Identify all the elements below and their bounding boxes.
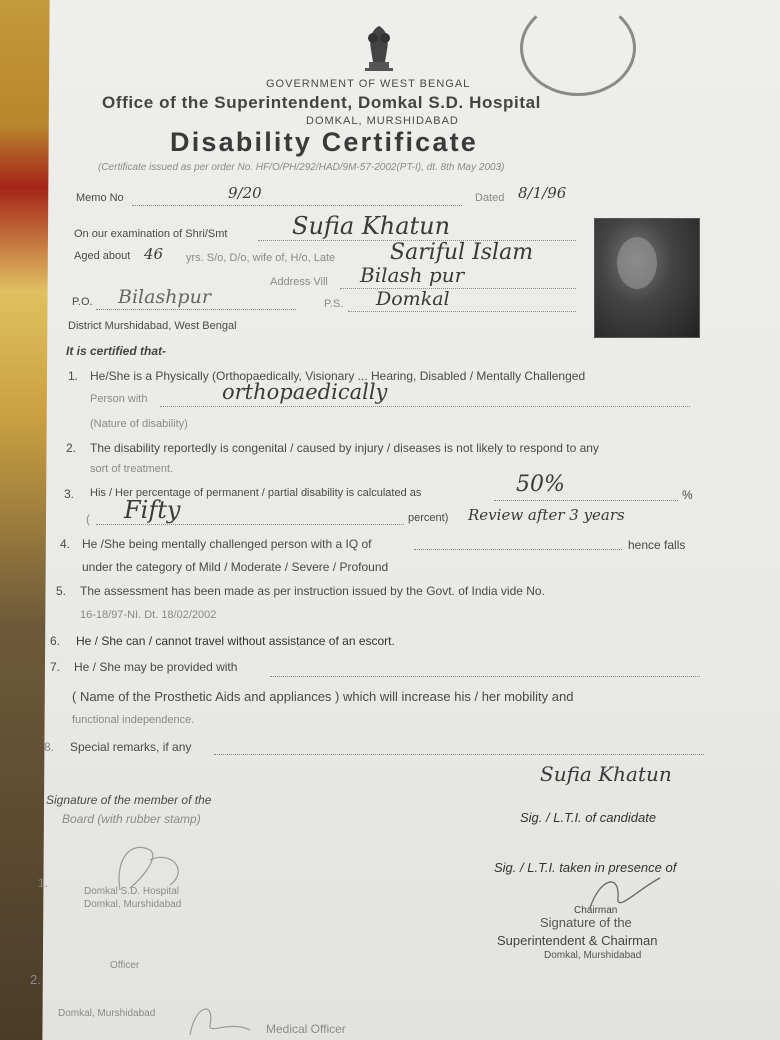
address-label: Address Vill bbox=[270, 276, 328, 288]
memo-line bbox=[132, 205, 462, 206]
item-2-text: The disability reportedly is congenital / caused by injury / diseases is not likely to respond to any bbox=[90, 441, 599, 455]
member-1-stamp-line1: Domkal S.D. Hospital bbox=[84, 886, 180, 897]
item-8-line bbox=[214, 754, 704, 755]
aged-label: Aged about bbox=[74, 250, 131, 262]
member-2-signature-mark bbox=[180, 990, 260, 1040]
candidate-photo bbox=[594, 218, 700, 338]
item-5-text: The assessment has been made as per instruction issued by the Govt. of India vide No. bbox=[80, 584, 545, 598]
item-3-review-note: Review after 3 years bbox=[468, 506, 625, 524]
item-3-percent-sign: % bbox=[682, 488, 693, 502]
item-7-text-cont: ( Name of the Prosthetic Aids and appliances ) which will increase his / her mobility and bbox=[72, 689, 574, 704]
item-7-text-end: functional independence. bbox=[72, 714, 195, 726]
member-2-stamp-line2: Domkal, Murshidabad bbox=[58, 1008, 156, 1019]
item-8-text: Special remarks, if any bbox=[70, 740, 192, 754]
member-1-number: 1. bbox=[38, 876, 49, 890]
item-1-person-with: Person with bbox=[90, 393, 148, 405]
item-3-open-paren: ( bbox=[86, 512, 90, 526]
item-4-number: 4. bbox=[60, 537, 71, 551]
relation-value: Sariful Islam bbox=[390, 240, 534, 265]
po-line bbox=[96, 309, 296, 310]
order-subtitle: (Certificate issued as per order No. HF/O/PH/292/HAD/9M-57-2002(PT-I), dt. 8th May 2003) bbox=[98, 162, 505, 173]
ps-line bbox=[348, 311, 576, 312]
date-label: Dated bbox=[475, 192, 505, 204]
candidate-sig-label: Sig. / L.T.I. of candidate bbox=[520, 810, 657, 825]
certificate-title: Disability Certificate bbox=[170, 127, 478, 157]
ps-label: P.S. bbox=[324, 298, 344, 310]
item-3-words-line bbox=[96, 524, 404, 525]
chairman-stamp-line1: Chairman bbox=[574, 905, 618, 916]
date-value: 8/1/96 bbox=[518, 184, 567, 202]
item-3-text: His / Her percentage of permanent / partial disability is calculated as bbox=[90, 487, 422, 499]
item-6-text: He / She can / cannot travel without assistance of an escort. bbox=[76, 634, 395, 648]
govt-heading: GOVERNMENT OF WEST BENGAL bbox=[266, 78, 471, 90]
item-3-words: Fifty bbox=[124, 496, 181, 524]
memo-value: 9/20 bbox=[228, 184, 262, 202]
member-2-number: 2. bbox=[30, 972, 41, 987]
chairman-stamp-line3: Superintendent & Chairman bbox=[497, 933, 658, 948]
ps-value: Domkal bbox=[376, 288, 450, 310]
item-1-text: He/She is a Physically (Orthopaedically, Visionary ... Hearing, Disabled / Mentally Challenged bbox=[90, 369, 586, 383]
item-6-number: 6. bbox=[50, 634, 61, 648]
district-text: District Murshidabad, West Bengal bbox=[68, 320, 237, 332]
item-4-iq-line bbox=[414, 549, 622, 550]
candidate-signature: Sufia Khatun bbox=[540, 762, 672, 786]
board-stamp-label: Board (with rubber stamp) bbox=[62, 812, 201, 826]
item-2-text-cont: sort of treatment. bbox=[90, 463, 174, 475]
medical-officer-label: Medical Officer bbox=[266, 1022, 346, 1036]
item-2-number: 2. bbox=[66, 441, 77, 455]
item-3-number: 3. bbox=[64, 487, 75, 501]
item-3-percent-text: percent) bbox=[408, 512, 449, 524]
member-1-stamp-line2: Domkal, Murshidabad bbox=[84, 899, 182, 910]
item-1-value: orthopaedically bbox=[222, 380, 388, 404]
chairman-stamp-line2: Signature of the bbox=[540, 915, 632, 930]
po-label: P.O. bbox=[72, 296, 93, 308]
relation-label: yrs. S/o, D/o, wife of, H/o, Late bbox=[186, 252, 336, 264]
exam-label: On our examination of Shri/Smt bbox=[74, 228, 228, 240]
item-7-text: He / She may be provided with bbox=[74, 660, 238, 674]
item-4-text: He /She being mentally challenged person with a IQ of bbox=[82, 537, 372, 551]
presence-label: Sig. / L.T.I. taken in presence of bbox=[494, 860, 677, 875]
candidate-name: Sufia Khatun bbox=[292, 212, 451, 240]
item-1-number: 1. bbox=[68, 369, 79, 383]
item-7-line bbox=[270, 676, 700, 677]
po-value: Bilashpur bbox=[118, 286, 211, 308]
item-3-percent-value: 50% bbox=[516, 472, 565, 497]
village-value: Bilash pur bbox=[360, 263, 465, 287]
item-8-number: 8. bbox=[44, 740, 55, 754]
item-4-tail: hence falls bbox=[628, 538, 686, 552]
chairman-stamp-line4: Domkal, Murshidabad bbox=[544, 950, 642, 961]
office-heading: Office of the Superintendent, Domkal S.D. Hospital bbox=[102, 93, 541, 112]
certified-heading: It is certified that- bbox=[66, 344, 167, 358]
member-2-stamp-line1: Officer bbox=[110, 960, 140, 971]
item-1-line bbox=[160, 406, 690, 407]
item-1-nature: (Nature of disability) bbox=[90, 418, 188, 430]
item-5-ref: 16-18/97-NI. Dt. 18/02/2002 bbox=[80, 609, 217, 621]
place-heading: DOMKAL, MURSHIDABAD bbox=[306, 115, 459, 127]
national-emblem-icon bbox=[355, 22, 403, 74]
item-3-percent-line bbox=[494, 500, 678, 501]
rubber-stamp-seal bbox=[520, 0, 636, 96]
item-4-category: under the category of Mild / Moderate / Severe / Profound bbox=[82, 560, 389, 574]
item-5-number: 5. bbox=[56, 584, 67, 598]
item-7-number: 7. bbox=[50, 660, 61, 674]
board-signature-label: Signature of the member of the bbox=[46, 793, 212, 807]
memo-label: Memo No bbox=[76, 192, 124, 204]
age-value: 46 bbox=[144, 245, 164, 263]
